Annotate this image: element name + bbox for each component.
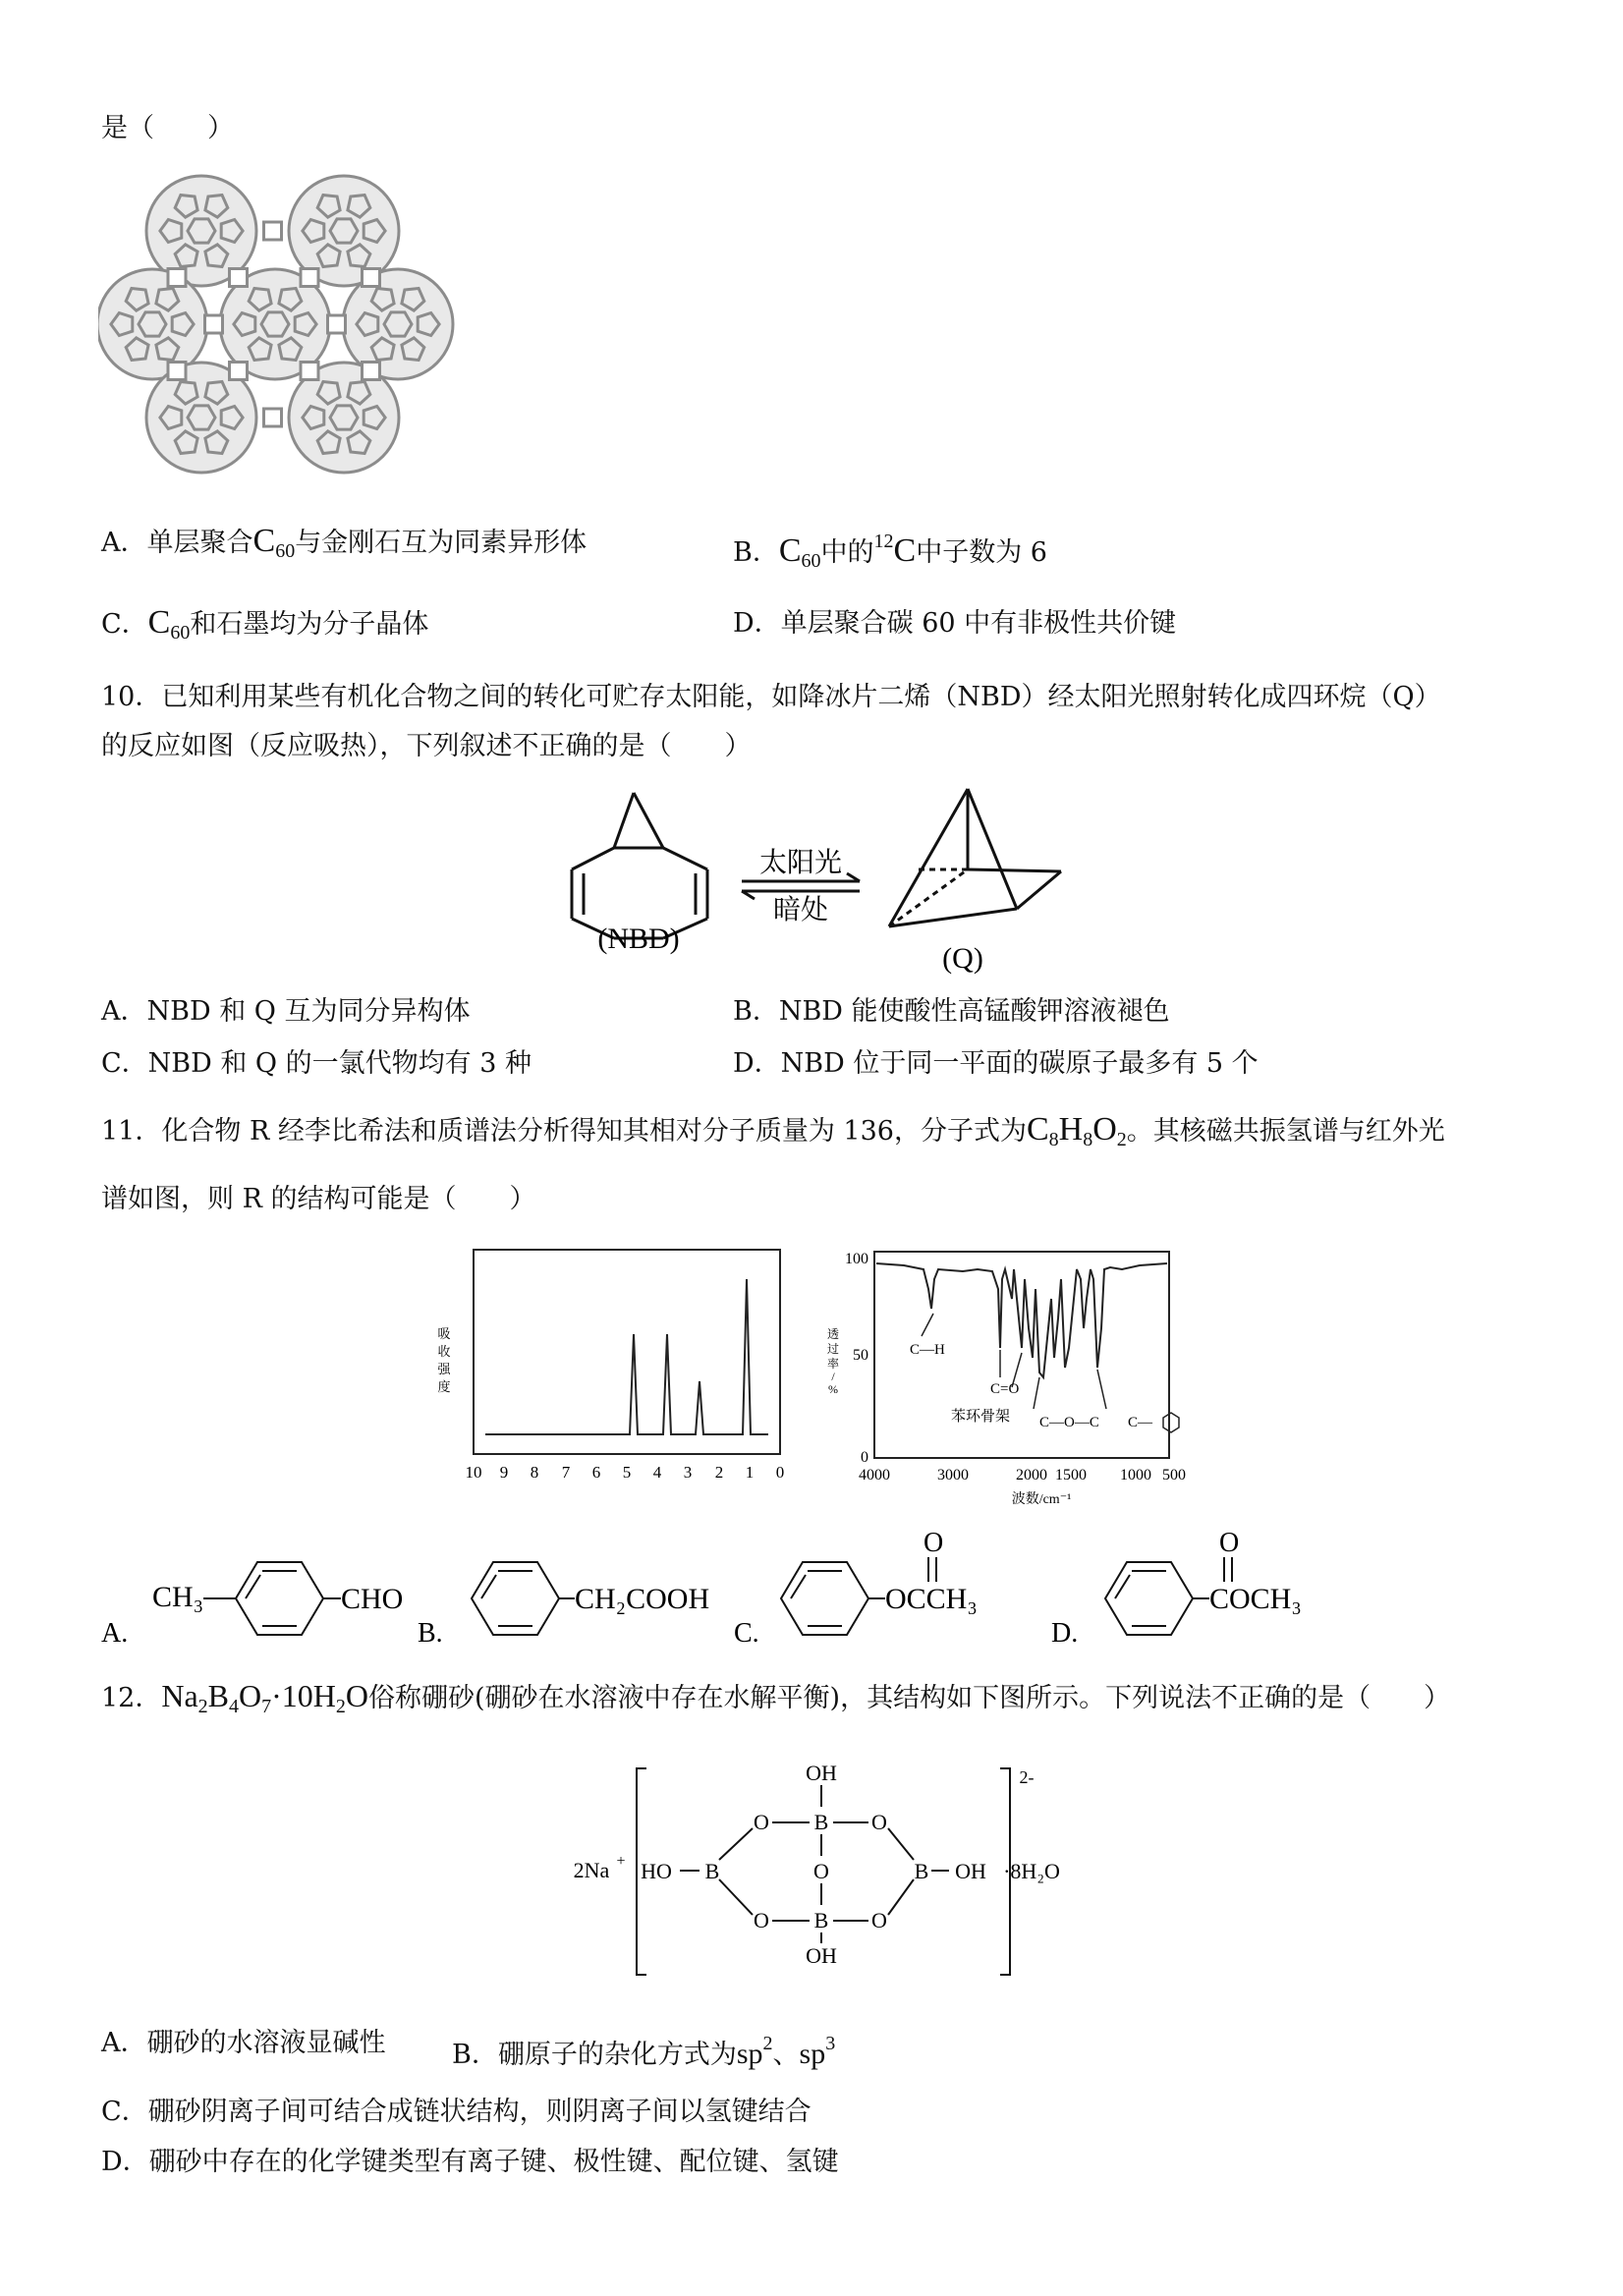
formula-sub: 2 — [1116, 1129, 1127, 1150]
formula-sub: 8 — [1048, 1129, 1059, 1150]
formula-h: H — [1058, 1111, 1084, 1148]
ir-ann-cph: C— — [1128, 1415, 1153, 1430]
nbd-bond — [663, 848, 707, 869]
opt-a-cho: CHO — [341, 1583, 404, 1615]
q10-stem-line2: 的反应如图（反应吸热），下列叙述不正确的是（ ） — [101, 731, 752, 761]
cond-forward: 太阳光 — [758, 848, 843, 878]
option-b-formula — [778, 532, 821, 572]
q-bond — [968, 789, 1017, 909]
ir-ann-line — [1097, 1370, 1106, 1409]
c60-polymer-image — [98, 157, 472, 491]
c60-link — [205, 315, 223, 333]
nmr-ylabel: 吸 — [437, 1326, 451, 1341]
opt-d-carbonyl-o: O — [1219, 1528, 1240, 1558]
oh-bottom: OH — [806, 1943, 837, 1968]
formula-c: C — [252, 523, 276, 559]
option-a-formula — [252, 523, 296, 562]
q12-option-d: D．硼砂中存在的化学键类型有离子键、极性键、配位键、氢键 — [101, 2147, 839, 2177]
c60-link — [168, 269, 186, 287]
nmr-ylabel: 收 — [437, 1344, 451, 1359]
c60-link — [168, 363, 186, 380]
q9-option-c — [101, 605, 428, 650]
bond — [888, 1828, 914, 1860]
anion-charge: 2- — [1019, 1767, 1035, 1787]
ir-xtick: 2000 — [1016, 1467, 1047, 1484]
nmr-xtick: 7 — [561, 1463, 571, 1482]
option-d-label: D． — [733, 608, 781, 639]
q11-formula — [1027, 1111, 1127, 1148]
formula-c: C — [147, 604, 171, 641]
q11-option-c-label: C. — [734, 1618, 759, 1649]
benzene-ring-icon — [781, 1562, 868, 1635]
ir-ylabel: % — [828, 1382, 838, 1396]
q12-option-a: A．硼砂的水溶液显碱性 — [101, 2028, 386, 2058]
ir-benzene-icon — [1163, 1413, 1179, 1432]
q11-options-structures — [93, 1528, 1371, 1655]
ir-ann-co: C=O — [990, 1381, 1020, 1397]
isotope-symbol: C — [893, 532, 917, 569]
nmr-xtick: 0 — [775, 1463, 785, 1482]
q9-option-d — [733, 606, 1176, 642]
ir-ylabel: 过 — [826, 1342, 840, 1356]
opt-c-occh3: OCCH₃ — [885, 1583, 978, 1615]
nmr-xtick: 5 — [622, 1463, 632, 1482]
formula-sub: 60 — [170, 622, 191, 644]
benzene-ring-icon — [1105, 1562, 1193, 1635]
ir-xtick: 500 — [1162, 1467, 1186, 1484]
option-d-text: 单层聚合碳 60 中有非极性共价键 — [780, 608, 1177, 639]
formula-water: ·10H — [271, 1678, 336, 1713]
sp-text: sp — [799, 2038, 826, 2070]
label-nbd: (NBD) — [597, 923, 680, 955]
c60-link — [363, 363, 380, 380]
cation-charge: + — [616, 1853, 626, 1870]
q12-formula — [161, 1678, 368, 1717]
o-center: O — [813, 1859, 829, 1883]
ir-trace — [876, 1263, 1167, 1377]
c60-link — [328, 315, 346, 333]
q11-option-b-label: B. — [418, 1618, 443, 1649]
ir-ytick: 50 — [853, 1347, 868, 1364]
c60-link — [230, 269, 248, 287]
ir-ann-coc: C—O—C — [1039, 1415, 1099, 1430]
opt-a-ch3: CH₃ — [152, 1581, 204, 1613]
ir-xtick: 1000 — [1120, 1467, 1151, 1484]
formula-sub: 4 — [229, 1696, 240, 1717]
b-right: B — [914, 1859, 929, 1883]
nmr-xtick: 6 — [591, 1463, 601, 1482]
formula-o: O — [239, 1678, 262, 1713]
c60-link — [363, 269, 380, 287]
b-left: B — [704, 1859, 720, 1883]
nmr-xtick: 2 — [714, 1463, 724, 1482]
option-a-pre: 单层聚合 — [146, 528, 253, 558]
q10-option-d: D．NBD 位于同一平面的碳原子最多有 5 个 — [733, 1048, 1259, 1079]
formula-na: Na — [161, 1678, 198, 1713]
q11-option-a-label: A. — [101, 1618, 129, 1649]
c60-link — [264, 222, 282, 240]
ir-spectrum — [815, 1240, 1199, 1510]
bond — [719, 1879, 753, 1915]
opt-d-coch3: COCH₃ — [1209, 1583, 1302, 1615]
formula-o: O — [1092, 1111, 1117, 1148]
ir-ylabel: 透 — [826, 1327, 840, 1341]
c60-link — [301, 269, 318, 287]
formula-c: C — [778, 532, 802, 569]
q12-stem-text: 俗称硼砂(硼砂在水溶液中存在水解平衡)，其结构如下图所示。下列说法不正确的是（ ） — [368, 1683, 1451, 1713]
nmr-xtick: 9 — [499, 1463, 509, 1482]
formula-o: O — [345, 1678, 368, 1713]
bond — [719, 1828, 753, 1860]
ir-ylabel: / — [831, 1370, 835, 1383]
q10-option-a: A．NBD 和 Q 互为同分异构体 — [101, 996, 471, 1027]
ir-ylabel: 率 — [826, 1357, 840, 1371]
o-upper-right: O — [871, 1810, 887, 1834]
q-bond — [1017, 871, 1061, 909]
q-bond — [889, 789, 968, 926]
sp2 — [736, 2033, 773, 2070]
ir-ytick: 100 — [845, 1251, 868, 1267]
nbd-q-reaction-diagram — [560, 781, 1071, 978]
q11-stem-line2: 谱如图，则 R 的结构可能是（ ） — [101, 1184, 536, 1214]
ir-xtick: 4000 — [859, 1467, 890, 1484]
borax-structure-diagram — [560, 1754, 1091, 1980]
q9-option-b — [733, 524, 1047, 579]
nmr-xtick: 1 — [745, 1463, 755, 1482]
nmr-frame — [474, 1250, 780, 1454]
ir-xlabel: 波数/cm⁻¹ — [1011, 1492, 1072, 1507]
option-b-post: 中子数为 6 — [916, 537, 1047, 568]
nmr-ylabel: 度 — [437, 1379, 451, 1394]
ir-ann-line — [922, 1314, 933, 1336]
q11-stem-line1 — [101, 1112, 1445, 1157]
sp3 — [799, 2033, 836, 2070]
formula-sub: 60 — [801, 550, 821, 572]
nmr-trace — [485, 1279, 768, 1434]
q11-option-d-label: D. — [1051, 1618, 1079, 1649]
cation: 2Na — [573, 1858, 610, 1882]
opt-c-carbonyl-o: O — [923, 1528, 944, 1558]
c60-link — [301, 363, 318, 380]
nbd-bridge — [634, 793, 663, 848]
option-a-label: A． — [101, 528, 147, 558]
q10-option-c: C．NBD 和 Q 的一氯代物均有 3 种 — [101, 1048, 532, 1079]
nmr-xtick: 4 — [652, 1463, 662, 1482]
ir-ann-ch: C—H — [910, 1342, 945, 1358]
option-c-post: 和石墨均为分子晶体 — [190, 609, 429, 640]
nmr-spectrum — [422, 1240, 796, 1485]
opt-b-ch2cooh: CH₂COOH — [575, 1583, 710, 1615]
q12-option-b — [452, 2026, 835, 2073]
q11-stem-pre: 11．化合物 R 经李比希法和质谱法分析得知其相对分子质量为 136，分子式为 — [101, 1116, 1027, 1147]
option-b-label: B． — [733, 537, 779, 568]
formula-c: C — [1026, 1111, 1049, 1148]
q10-option-b: B．NBD 能使酸性高锰酸钾溶液褪色 — [733, 996, 1170, 1027]
b-top: B — [813, 1810, 829, 1834]
benzene-ring-icon — [472, 1562, 559, 1635]
ir-ytick: 0 — [861, 1449, 868, 1466]
oh-right: OH — [955, 1859, 986, 1883]
q9-option-a — [101, 524, 587, 569]
option-b-pre: B．硼原子的杂化方式为 — [452, 2040, 737, 2070]
nmr-ylabel: 强 — [437, 1362, 451, 1376]
o-lower-right: O — [871, 1908, 887, 1932]
formula-sub: 2 — [197, 1696, 208, 1717]
sp-sup: 3 — [825, 2033, 836, 2054]
ir-ann-ring: 苯环骨架 — [951, 1409, 1011, 1425]
option-a-post: 与金刚石互为同素异形体 — [295, 528, 588, 558]
nmr-xtick: 8 — [530, 1463, 539, 1482]
ho-left: HO — [641, 1859, 672, 1883]
option-c-label: C． — [101, 609, 148, 640]
option-b-isotope — [874, 532, 917, 569]
q-bond — [968, 869, 1061, 871]
formula-sub: 2 — [335, 1696, 346, 1717]
q12-stem — [101, 1678, 1450, 1724]
q12-option-c: C．硼砂阴离子间可结合成链状结构，则阴离子间以氢键结合 — [101, 2097, 812, 2127]
o-lower-left: O — [754, 1908, 769, 1932]
c60-link — [230, 363, 248, 380]
q11-stem-post: 。其核磁共振氢谱与红外光 — [1126, 1116, 1445, 1147]
formula-b: B — [207, 1678, 230, 1713]
c60-link — [264, 409, 282, 426]
q12-number: 12． — [101, 1683, 162, 1713]
o-upper-left: O — [754, 1810, 769, 1834]
nmr-xtick: 10 — [465, 1463, 482, 1482]
q10-stem-line1: 10．已知利用某些有机化合物之间的转化可贮存太阳能，如降冰片二烯（NBD）经太阳光照射转化成四环烷（Q） — [101, 682, 1441, 712]
label-q: (Q) — [942, 942, 983, 975]
isotope-mass: 12 — [873, 531, 894, 552]
water: ·8H₂O — [1003, 1859, 1060, 1883]
formula-sub: 7 — [261, 1696, 272, 1717]
cond-reverse: 暗处 — [772, 895, 829, 925]
ir-ann-line — [1034, 1377, 1039, 1409]
formula-sub: 8 — [1083, 1129, 1093, 1150]
sp-text: sp — [736, 2038, 763, 2070]
b-bottom: B — [813, 1908, 829, 1932]
option-b-sep: 、 — [772, 2040, 800, 2070]
bond — [888, 1879, 914, 1915]
formula-sub: 60 — [275, 540, 296, 562]
q9-stem-tail: 是（ ） — [101, 113, 234, 143]
c60-cage — [343, 269, 453, 379]
ir-xtick: 1500 — [1055, 1467, 1087, 1484]
option-c-formula — [147, 604, 191, 644]
sp-sup: 2 — [762, 2033, 773, 2054]
nbd-bond — [572, 848, 614, 869]
option-b-mid: 中的 — [820, 537, 874, 568]
benzene-ring-icon — [236, 1562, 323, 1635]
nbd-bridge — [614, 793, 634, 848]
oh-top: OH — [806, 1761, 837, 1785]
nmr-xtick: 3 — [683, 1463, 693, 1482]
ir-xtick: 3000 — [937, 1467, 969, 1484]
